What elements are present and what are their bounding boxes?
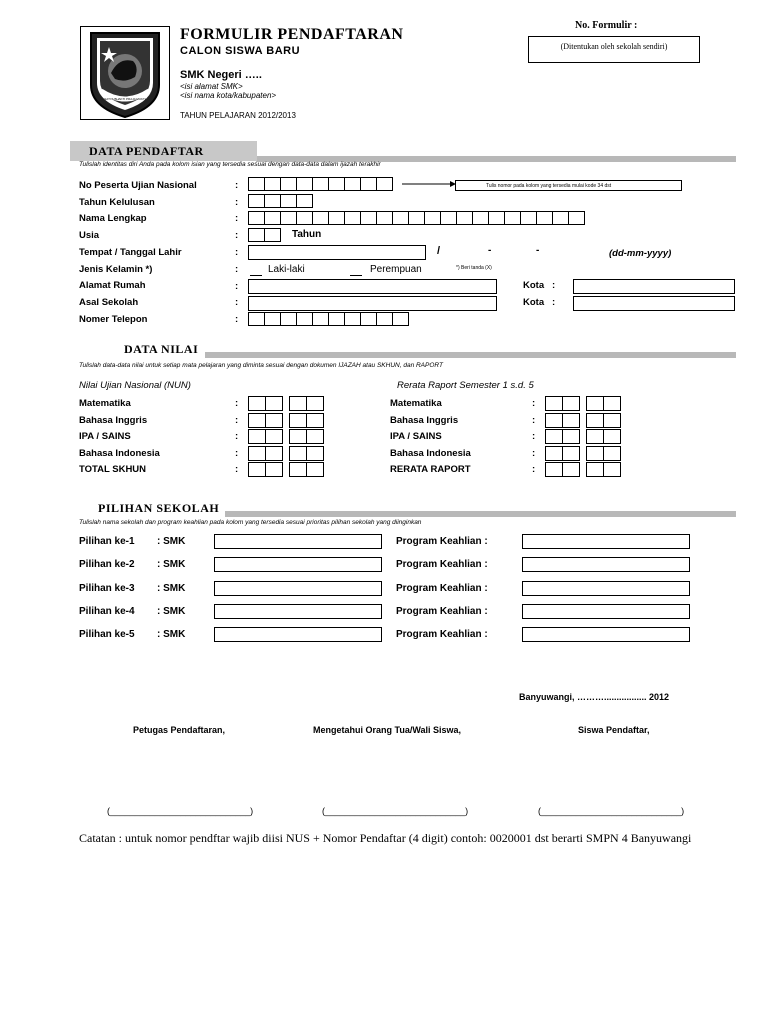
form-number-field[interactable]: [528, 36, 700, 63]
nun-score-cells[interactable]: [248, 413, 282, 428]
colon: :: [235, 448, 239, 459]
raport-subject-label: RERATA RAPORT: [390, 464, 471, 475]
smk-label: : SMK: [157, 536, 186, 547]
form-number-note: (Ditentukan oleh sekolah sendiri): [560, 42, 668, 51]
colon: :: [532, 431, 536, 442]
label-jk: Jenis Kelamin *): [79, 264, 153, 275]
colon: :: [532, 464, 536, 475]
colon: :: [552, 297, 556, 308]
raport-decimal-cells[interactable]: [586, 396, 620, 411]
school-city: <isi nama kota/kabupaten>: [180, 91, 277, 100]
pilihan-label: Pilihan ke-3: [79, 583, 135, 594]
smk-label: : SMK: [157, 629, 186, 640]
sig-siswa-label: Siswa Pendaftar,: [578, 725, 650, 735]
raport-decimal-cells[interactable]: [586, 462, 620, 477]
nun-subject-label: IPA / SAINS: [79, 431, 131, 442]
kota-sekolah-input[interactable]: [573, 296, 735, 311]
colon: :: [235, 197, 239, 208]
tahun-lulus-cells[interactable]: [248, 194, 312, 208]
label-no-peserta: No Peserta Ujian Nasional: [79, 180, 197, 191]
nun-subject-label: Bahasa Inggris: [79, 415, 148, 426]
raport-subject-label: IPA / SAINS: [390, 431, 442, 442]
school-address: <isi alamat SMK>: [180, 82, 243, 91]
date-format: (dd-mm-yyyy): [609, 248, 672, 259]
section-bar: [205, 352, 736, 358]
date-dash: -: [488, 245, 492, 256]
colon: :: [235, 464, 239, 475]
nun-subject-label: Matematika: [79, 398, 131, 409]
raport-title: Rerata Raport Semester 1 s.d. 5: [397, 380, 534, 391]
program-label: Program Keahlian :: [396, 583, 488, 594]
sig-ortu-label: Mengetahui Orang Tua/Wali Siswa,: [313, 725, 462, 735]
smk-label: : SMK: [157, 559, 186, 570]
section-heading-pendaftar: DATA PENDAFTAR: [70, 141, 257, 161]
alamat-input[interactable]: [248, 279, 497, 294]
nun-score-cells[interactable]: [248, 429, 282, 444]
nun-decimal-cells[interactable]: [289, 413, 323, 428]
smk-label: : SMK: [157, 583, 186, 594]
label-asal: Asal Sekolah: [79, 297, 139, 308]
date-dash: -: [536, 245, 540, 256]
smk-choice-input[interactable]: [214, 534, 382, 549]
raport-decimal-cells[interactable]: [586, 446, 620, 461]
pilihan-label: Pilihan ke-5: [79, 629, 135, 640]
section-heading-pilihan: PILIHAN SEKOLAH: [98, 501, 220, 515]
nun-subject-label: TOTAL SKHUN: [79, 464, 147, 475]
label-alamat: Alamat Rumah: [79, 280, 146, 291]
label-nama: Nama Lengkap: [79, 213, 147, 224]
nun-decimal-cells[interactable]: [289, 396, 323, 411]
sig-petugas-label: Petugas Pendaftaran,: [133, 725, 226, 735]
gender-female-checkbox[interactable]: [350, 275, 362, 276]
program-label: Program Keahlian :: [396, 629, 488, 640]
hint-arrow-icon: [402, 181, 456, 187]
colon: :: [532, 448, 536, 459]
section-note-pilihan: Tulislah nama sekolah dan program keahlian pada kolom yang tersedia sesuai prioritas pilihan sekolah yang diinginkan: [79, 519, 422, 526]
asal-sekolah-input[interactable]: [248, 296, 497, 311]
label-kota: Kota: [523, 297, 545, 308]
program-choice-input[interactable]: [522, 557, 690, 572]
gender-note: *) Beri tanda (X): [456, 265, 492, 271]
school-name: SMK Negeri …..: [180, 69, 262, 81]
program-choice-input[interactable]: [522, 581, 690, 596]
catatan-note: Catatan : untuk nomor pendftar wajib diisi NUS + Nomor Pendaftar (4 digit) contoh: 0020001 dst berarti SMPN 4 Banyuwangi: [79, 831, 692, 845]
nun-score-cells[interactable]: [248, 446, 282, 461]
usia-cells[interactable]: [248, 228, 280, 242]
raport-subject-label: Matematika: [390, 398, 442, 409]
section-note-pendaftar: Tulislah identitas diri Anda pada kolom isian yang tersedia sesuai dengan data-data dalam ijazah terakhir: [79, 161, 381, 168]
nun-score-cells[interactable]: [248, 396, 282, 411]
pilihan-label: Pilihan ke-1: [79, 536, 135, 547]
program-choice-input[interactable]: [522, 627, 690, 642]
nun-subject-label: Bahasa Indonesia: [79, 448, 160, 459]
emblem-motto: SATYA BHAKTI PRAJA MUKTI: [104, 97, 146, 101]
form-number-label: No. Formulir :: [575, 20, 638, 31]
school-emblem: [80, 26, 170, 120]
gender-male-checkbox[interactable]: [250, 275, 262, 276]
program-label: Program Keahlian :: [396, 606, 488, 617]
no-peserta-hint: Tulis nomor pada kolom yang tersedia mulai kode 34 dst: [455, 180, 682, 191]
nun-decimal-cells[interactable]: [289, 429, 323, 444]
label-telp: Nomer Telepon: [79, 314, 148, 325]
smk-choice-input[interactable]: [214, 557, 382, 572]
colon: :: [235, 213, 239, 224]
colon: :: [235, 431, 239, 442]
tempat-lahir-input[interactable]: [248, 245, 426, 260]
usia-unit: Tahun: [292, 229, 322, 240]
colon: :: [532, 415, 536, 426]
program-choice-input[interactable]: [522, 534, 690, 549]
raport-decimal-cells[interactable]: [586, 429, 620, 444]
sig-petugas-line[interactable]: (____________________________): [107, 806, 254, 816]
sig-ortu-line[interactable]: (____________________________): [322, 806, 469, 816]
label-ttl: Tempat / Tanggal Lahir: [79, 247, 182, 258]
label-tahun-lulus: Tahun Kelulusan: [79, 197, 155, 208]
colon: :: [235, 398, 239, 409]
form-title: FORMULIR PENDAFTARAN: [180, 26, 404, 43]
gender-male-label: Laki-laki: [268, 264, 305, 275]
nun-decimal-cells[interactable]: [289, 462, 323, 477]
raport-subject-label: Bahasa Indonesia: [390, 448, 471, 459]
smk-choice-input[interactable]: [214, 604, 382, 619]
smk-label: : SMK: [157, 606, 186, 617]
program-label: Program Keahlian :: [396, 536, 488, 547]
nun-decimal-cells[interactable]: [289, 446, 323, 461]
colon: :: [532, 398, 536, 409]
smk-choice-input[interactable]: [214, 581, 382, 596]
telepon-cells[interactable]: [248, 312, 408, 326]
colon: :: [235, 230, 239, 241]
program-label: Program Keahlian :: [396, 559, 488, 570]
section-note-nilai: Tulislah data-data nilai untuk setiap mata pelajaran yang diminta sesuai dengan dokumen IJAZAH atau SKHUN, dan RAPORT: [79, 362, 443, 369]
label-usia: Usia: [79, 230, 100, 241]
sig-siswa-line[interactable]: (____________________________): [538, 806, 685, 816]
program-choice-input[interactable]: [522, 604, 690, 619]
section-bar: [225, 511, 736, 517]
no-peserta-cells[interactable]: [248, 177, 392, 191]
colon: :: [235, 297, 239, 308]
nun-title: Nilai Ujian Nasional (NUN): [79, 380, 191, 391]
raport-score-cells[interactable]: [545, 396, 579, 411]
colon: :: [235, 180, 239, 191]
smk-choice-input[interactable]: [214, 627, 382, 642]
place-date: Banyuwangi, ………................. 2012: [519, 692, 670, 702]
colon: :: [235, 281, 239, 292]
raport-score-cells[interactable]: [545, 413, 579, 428]
raport-score-cells[interactable]: [545, 429, 579, 444]
colon: :: [235, 247, 239, 258]
raport-decimal-cells[interactable]: [586, 413, 620, 428]
section-heading-nilai: DATA NILAI: [124, 342, 199, 356]
gender-female-label: Perempuan: [370, 264, 422, 275]
label-kota: Kota: [523, 280, 545, 291]
colon: :: [235, 314, 239, 325]
date-slash: /: [437, 245, 441, 257]
form-subtitle: CALON SISWA BARU: [180, 45, 301, 57]
kota-alamat-input[interactable]: [573, 279, 735, 294]
nun-score-cells[interactable]: [248, 462, 282, 477]
colon: :: [235, 264, 239, 275]
raport-subject-label: Bahasa Inggris: [390, 415, 459, 426]
raport-score-cells[interactable]: [545, 462, 579, 477]
colon: :: [552, 280, 556, 291]
pilihan-label: Pilihan ke-2: [79, 559, 135, 570]
academic-year: TAHUN PELAJARAN 2012/2013: [180, 111, 296, 120]
raport-score-cells[interactable]: [545, 446, 579, 461]
nama-cells[interactable]: [248, 211, 584, 225]
colon: :: [235, 415, 239, 426]
pilihan-label: Pilihan ke-4: [79, 606, 135, 617]
